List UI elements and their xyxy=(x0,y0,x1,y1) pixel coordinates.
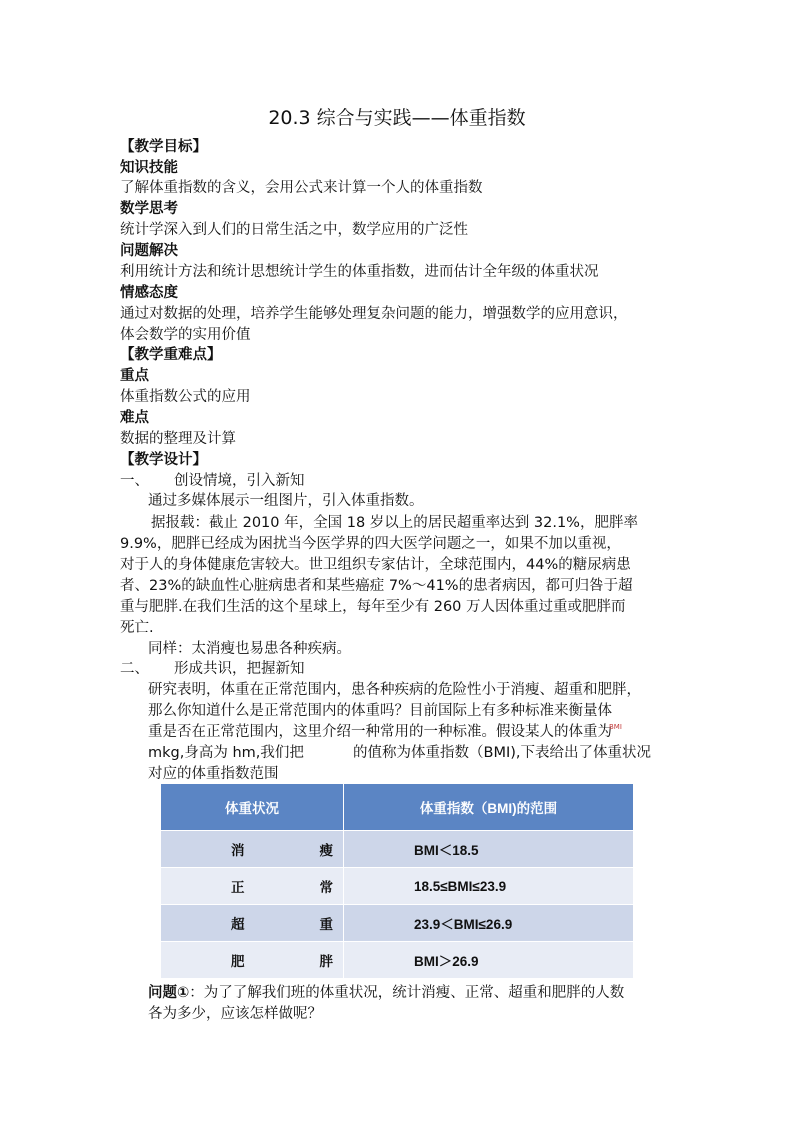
status-char-b: 胖 xyxy=(319,954,333,969)
thinking-text: 统计学深入到人们的日常生活之中，数学应用的广泛性 xyxy=(120,222,468,238)
status-cell xyxy=(161,942,344,979)
question-line-1 xyxy=(148,984,624,1003)
range-cell: 18.5≤BMI≤23.9 xyxy=(344,868,634,905)
s2-line4b: 的值称为体重指数（BMI),下表给出了体重状况 xyxy=(353,745,651,761)
s2-line4a: mkg,身高为 hm,我们把 xyxy=(148,745,304,761)
design-heading: 【教学设计】 xyxy=(120,452,207,468)
status-char-a: 超 xyxy=(231,917,245,932)
section1-number: 一、 xyxy=(120,473,149,489)
s1-line8: 同样：太消瘦也易患各种疾病。 xyxy=(148,641,351,657)
keypoints-heading: 【教学重难点】 xyxy=(120,347,222,363)
status-cell xyxy=(161,868,344,905)
section2-heading xyxy=(120,660,305,679)
range-cell: 23.9＜BMI≤26.9 xyxy=(344,905,634,942)
difficult-text: 数据的整理及计算 xyxy=(120,431,236,447)
s1-line4: 对于人的身体健康危害较大。世卫组织专家估计，全球范围内，44%的糖尿病患 xyxy=(120,557,631,573)
section1-title: 创设情境，引入新知 xyxy=(174,473,305,489)
question-text-1: ：为了了解我们班的体重状况，统计消瘦、正常、超重和肥胖的人数 xyxy=(189,985,625,1001)
table-row xyxy=(161,831,634,868)
formula-mark: BMI xyxy=(609,723,622,731)
knowledge-label: 知识技能 xyxy=(120,160,178,176)
bmi-table xyxy=(160,783,634,979)
table-row xyxy=(161,905,634,942)
status-char-a: 肥 xyxy=(231,954,245,969)
attitude-text-2: 体会数学的实用价值 xyxy=(120,327,251,343)
thinking-label: 数学思考 xyxy=(120,201,178,217)
s1-line2: 据报载：截止 2010 年，全国 18 岁以上的居民超重率达到 32.1%，肥胖率 xyxy=(151,515,638,531)
key-label: 重点 xyxy=(120,368,149,384)
s2-line1: 研究表明，体重在正常范围内，患各种疾病的危险性小于消瘦、超重和肥胖， xyxy=(148,682,641,698)
range-cell: BMI＜18.5 xyxy=(344,831,634,868)
problem-label: 问题解决 xyxy=(120,243,178,259)
knowledge-text: 了解体重指数的含义，会用公式来计算一个人的体重指数 xyxy=(120,180,483,196)
header-status: 体重状况 xyxy=(161,784,344,831)
objectives-heading: 【教学目标】 xyxy=(120,139,207,155)
status-char-b: 瘦 xyxy=(319,843,333,858)
status-char-b: 常 xyxy=(319,880,333,895)
problem-text: 利用统计方法和统计思想统计学生的体重指数，进而估计全年级的体重状况 xyxy=(120,264,599,280)
status-cell xyxy=(161,831,344,868)
s1-line3: 9.9%，肥胖已经成为困扰当今医学界的四大医学问题之一，如果不加以重视， xyxy=(120,536,621,552)
table-row xyxy=(161,942,634,979)
status-char-b: 重 xyxy=(319,917,333,932)
s2-line3: 重是否在正常范围内，这里介绍一种常用的一种标准。假设某人的体重为 xyxy=(148,724,612,740)
s1-line1: 通过多媒体展示一组图片，引入体重指数。 xyxy=(148,493,424,509)
s1-line6: 重与肥胖.在我们生活的这个星球上，每年至少有 260 万人因体重过重或肥胖而 xyxy=(120,599,626,615)
page-title: 20.3 综合与实践——体重指数 xyxy=(268,107,526,129)
difficult-label: 难点 xyxy=(120,410,149,426)
attitude-text-1: 通过对数据的处理，培养学生能够处理复杂问题的能力，增强数学的应用意识， xyxy=(120,306,628,322)
s2-line5: 对应的体重指数范围 xyxy=(148,766,279,782)
range-cell: BMI＞26.9 xyxy=(344,942,634,979)
key-text: 体重指数公式的应用 xyxy=(120,389,251,405)
section2-title: 形成共识，把握新知 xyxy=(174,661,305,677)
attitude-label: 情感态度 xyxy=(120,285,178,301)
question-text-2: 各为多少，应该怎样做呢？ xyxy=(148,1006,322,1022)
status-char-a: 正 xyxy=(231,880,245,895)
header-range: 体重指数（BMI)的范围 xyxy=(344,784,634,831)
section2-number: 二、 xyxy=(120,661,149,677)
status-cell xyxy=(161,905,344,942)
s2-line2: 那么你知道什么是正常范围内的体重吗？目前国际上有多种标准来衡量体 xyxy=(148,703,612,719)
section1-heading xyxy=(120,472,305,491)
question-label: 问题① xyxy=(148,985,190,1001)
table-row xyxy=(161,868,634,905)
s1-line5: 者、23%的缺血性心脏病患者和某些癌症 7%～41%的患者病因，都可归咎于超 xyxy=(120,578,633,594)
s1-line7: 死亡. xyxy=(120,620,154,636)
status-char-a: 消 xyxy=(231,843,245,858)
table-header-row xyxy=(161,784,634,831)
